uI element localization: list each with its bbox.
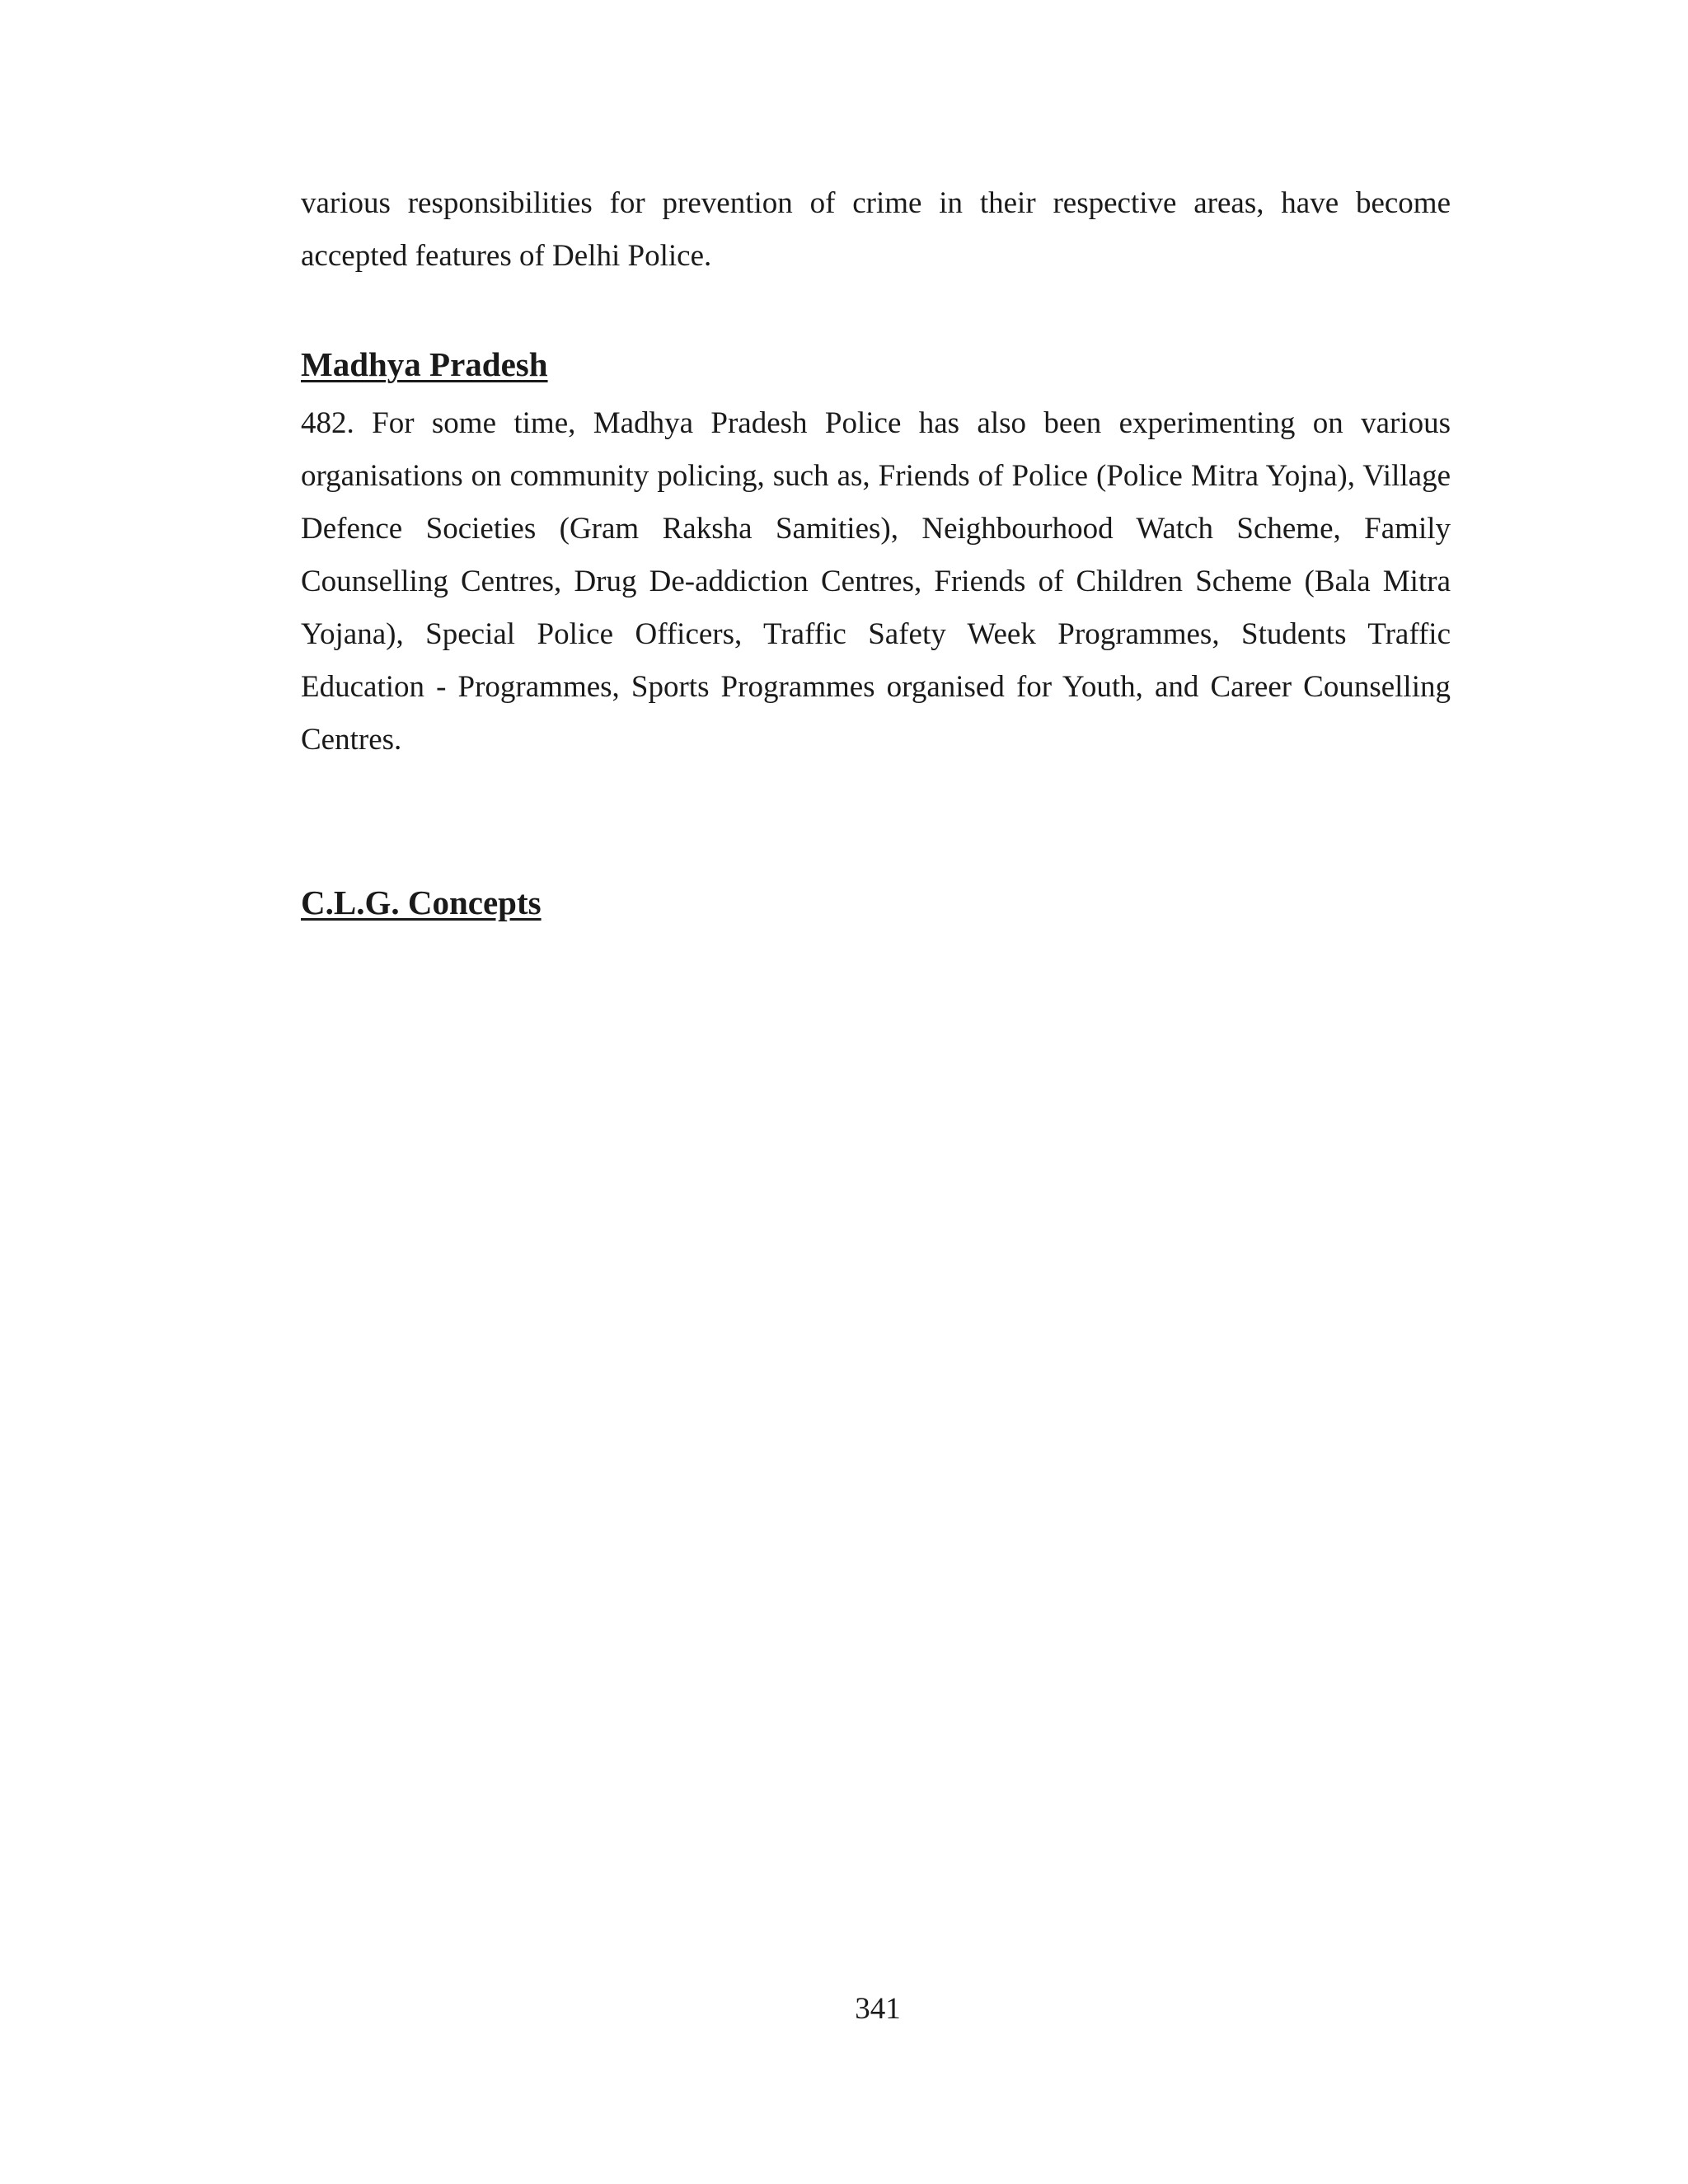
- section-heading-clg-concepts: C.L.G. Concepts: [301, 883, 542, 921]
- continuation-paragraph: various responsibilities for prevention of crime in their respective areas, have become accepted features of Delhi Police.: [301, 186, 1451, 273]
- paragraph-482: 482. For some time, Madhya Pradesh Police has also been experimenting on various organisations on community policing, such as, Friends of Police (Police Mitra Yojna), Village Defence Societies (Gram Raksha Samities), Neighbourhood Watch Scheme, Family Counselling Centres, Drug De-addiction Centres, Friends of Children Scheme (Bala Mitra Yojana), Special Police Officers, Traffic Safety Week Programmes, Students Traffic Education - Programmes, Sports Programmes organised for Youth, and Career Counselling Centres.: [301, 406, 1451, 757]
- section-heading-madhya-pradesh: Madhya Pradesh: [301, 345, 548, 383]
- page-number: 341: [855, 1992, 901, 2026]
